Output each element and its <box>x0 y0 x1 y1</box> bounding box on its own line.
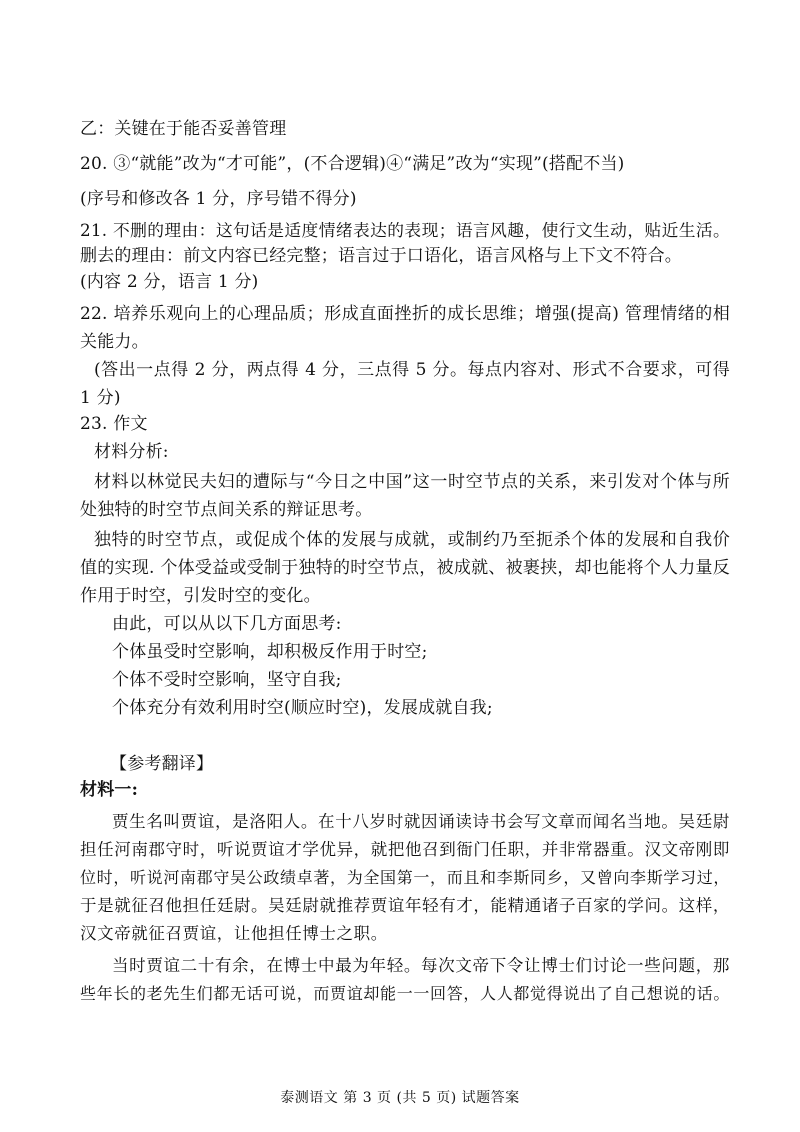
answer-23-title: 23. 作文 <box>80 414 148 434</box>
material-analysis-heading: 材料分析: <box>94 442 169 462</box>
translation-paragraph-2-line2: 些年长的老先生们都无话可说，而贾谊却能一一回答，人人都觉得说出了自己想说的话。 <box>80 984 730 1003</box>
translation-paragraph-1-line5: 汉文帝就征召贾谊，让他担任博士之职。 <box>80 924 388 943</box>
answer-22: 22. 培养乐观向上的心理品质；形成直面挫折的成长思维；增强(提高) 管理情绪的相 <box>80 304 730 324</box>
translation-paragraph-1-line3: 位时，听说河南郡守吴公政绩卓著，为全国第一，而且和李斯同乡，又曾向李斯学习过， <box>80 868 730 887</box>
reference-translation-heading: 【参考翻译】 <box>110 754 214 774</box>
analysis-point-2: 个体不受时空影响，坚守自我; <box>112 670 342 690</box>
analysis-paragraph-1: 材料以林觉民夫妇的遭际与“今日之中国”这一时空节点的关系，来引发对个体与所 <box>94 472 730 492</box>
translation-paragraph-1-line2: 担任河南郡守时，听说贾谊才学优异，就把他召到衙门任职，并非常器重。汉文帝刚即 <box>80 840 730 859</box>
analysis-point-3: 个体充分有效利用时空(顺应时空)，发展成就自我; <box>112 698 493 718</box>
analysis-thinking-intro: 由此，可以从以下几方面思考: <box>112 614 342 634</box>
translation-paragraph-1-line4: 于是就征召他担任廷尉。吴廷尉就推荐贾谊年轻有才，能精通诸子百家的学问。这样， <box>80 896 730 915</box>
analysis-paragraph-1-cont: 处独特的时空节点间关系的辩证思考。 <box>80 500 373 520</box>
answer-20-scoring: (序号和修改各 1 分，序号错不得分) <box>80 189 357 209</box>
analysis-paragraph-2-line2: 值的实现. 个体受益或受制于独特的时空节点，被成就、被裹挟，却也能将个人力量反 <box>80 558 730 578</box>
answer-20: 20. ③“就能”改为“才可能”，(不合逻辑)④“满足”改为“实现”(搭配不当) <box>80 154 625 174</box>
answer-21-delete: 删去的理由：前文内容已经完整；语言过于口语化，语言风格与上下文不符合。 <box>80 246 682 266</box>
answer-22-cont: 关能力。 <box>80 332 149 352</box>
analysis-paragraph-2: 独特的时空节点，或促成个体的发展与成就，或制约乃至扼杀个体的发展和自我价 <box>94 530 730 550</box>
answer-22-scoring-cont: 1 分) <box>80 388 121 408</box>
analysis-paragraph-2-line3: 作用于时空，引发时空的变化。 <box>80 586 321 606</box>
analysis-point-1: 个体虽受时空影响，却积极反作用于时空; <box>112 642 428 662</box>
answer-21-scoring: (内容 2 分，语言 1 分) <box>80 272 259 292</box>
answer-line-yi: 乙：关键在于能否妥善管理 <box>80 119 287 139</box>
translation-paragraph-1: 贾生名叫贾谊，是洛阳人。在十八岁时就因诵读诗书会写文章而闻名当地。吴廷尉 <box>112 812 730 831</box>
translation-paragraph-2: 当时贾谊二十有余，在博士中最为年轻。每次文帝下令让博士们讨论一些问题，那 <box>112 956 730 975</box>
page-footer: 泰测语文 第 3 页 (共 5 页) 试题答案 <box>280 1090 520 1106</box>
answer-22-scoring: (答出一点得 2 分，两点得 4 分，三点得 5 分。每点内容对、形式不合要求，可得 <box>94 360 730 380</box>
answer-21-keep: 21. 不删的理由：这句话是适度情绪表达的表现；语言风趣，使行文生动，贴近生活。 <box>80 220 730 240</box>
material-one-heading: 材料一: <box>80 780 139 800</box>
